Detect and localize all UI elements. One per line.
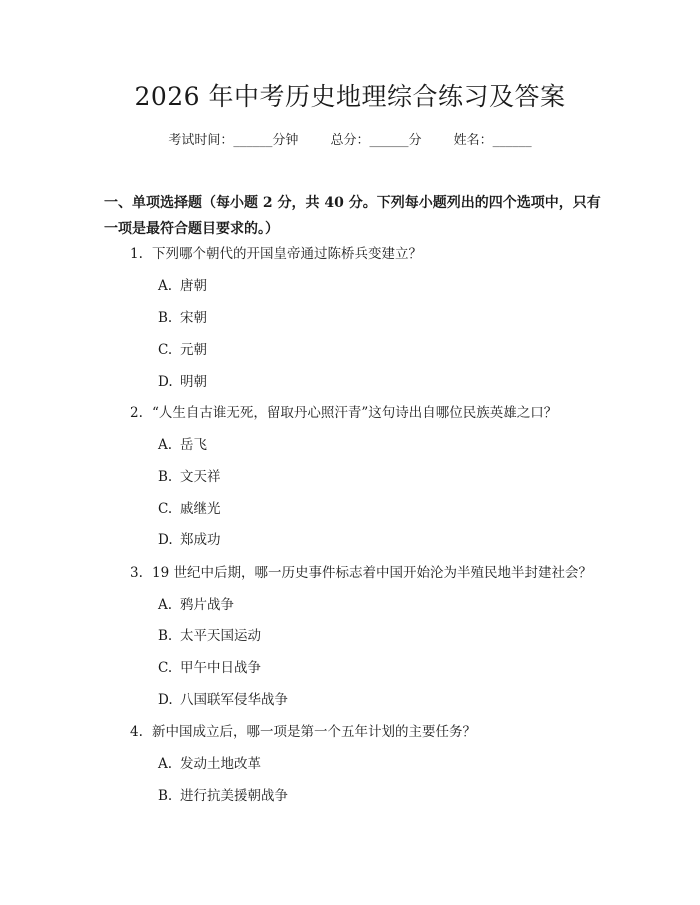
question-4 — [130, 722, 476, 742]
question-text: 新中国成立后，哪一项是第一个五年计划的主要任务？ — [152, 724, 476, 740]
option-text: 唐朝 — [180, 278, 207, 294]
question-number: 2. — [130, 405, 143, 421]
option-letter: B. — [158, 469, 173, 485]
question-number: 4. — [130, 724, 143, 740]
option-3a — [158, 595, 234, 615]
student-name-field: 姓名：______ — [453, 133, 532, 148]
option-letter: A. — [158, 437, 173, 453]
option-3b — [158, 626, 261, 646]
option-text: 明朝 — [180, 374, 207, 390]
total-score-field: 总分：______分 — [330, 133, 422, 148]
question-text: “人生自古谁无死，留取丹心照汗青”这句诗出自哪位民族英雄之口？ — [152, 405, 558, 421]
option-letter: B. — [158, 788, 173, 804]
option-1c — [158, 340, 207, 360]
option-text: 发动土地改革 — [180, 756, 261, 772]
option-letter: A. — [158, 278, 173, 294]
option-letter: B. — [158, 310, 173, 326]
option-text: 岳飞 — [180, 437, 207, 453]
option-text: 郑成功 — [180, 532, 221, 548]
option-text: 太平天国运动 — [180, 628, 261, 644]
option-1b — [158, 308, 207, 328]
option-letter: C. — [158, 342, 173, 358]
exam-meta-line — [0, 131, 700, 151]
option-2d — [158, 530, 221, 550]
option-letter: C. — [158, 660, 173, 676]
option-text: 八国联军侵华战争 — [180, 692, 288, 708]
option-2a — [158, 435, 207, 455]
option-letter: A. — [158, 597, 173, 613]
option-text: 鸦片战争 — [180, 597, 234, 613]
option-letter: A. — [158, 756, 173, 772]
option-text: 宋朝 — [180, 310, 207, 326]
option-1d — [158, 372, 207, 392]
option-letter: C. — [158, 501, 173, 517]
question-text: 下列哪个朝代的开国皇帝通过陈桥兵变建立？ — [152, 246, 422, 262]
option-letter: B. — [158, 628, 173, 644]
option-4a — [158, 754, 261, 774]
question-text: 19 世纪中后期，哪一历史事件标志着中国开始沦为半殖民地半封建社会？ — [152, 565, 592, 581]
option-text: 元朝 — [180, 342, 207, 358]
exam-time-field: 考试时间：______分钟 — [168, 133, 299, 148]
option-text: 戚继光 — [180, 501, 221, 517]
option-text: 文天祥 — [180, 469, 221, 485]
question-3 — [130, 563, 592, 583]
section-heading-single-choice: 一、单项选择题（每小题 2 分，共 40 分。下列每小题列出的四个选项中，只有一项是最符合题目要求的。） — [104, 195, 601, 237]
option-3c — [158, 658, 261, 678]
question-2 — [130, 403, 557, 423]
option-letter: D. — [158, 374, 173, 390]
option-2c — [158, 499, 221, 519]
option-letter: D. — [158, 532, 173, 548]
option-text: 甲午中日战争 — [180, 660, 261, 676]
question-number: 3. — [130, 565, 143, 581]
option-text: 进行抗美援朝战争 — [180, 788, 288, 804]
question-1 — [130, 244, 422, 264]
option-letter: D. — [158, 692, 173, 708]
option-3d — [158, 690, 288, 710]
option-1a — [158, 276, 207, 296]
option-2b — [158, 467, 221, 487]
option-4b — [158, 786, 288, 806]
document-title: 2026 年中考历史地理综合练习及答案 — [134, 82, 566, 111]
question-number: 1. — [130, 246, 143, 262]
